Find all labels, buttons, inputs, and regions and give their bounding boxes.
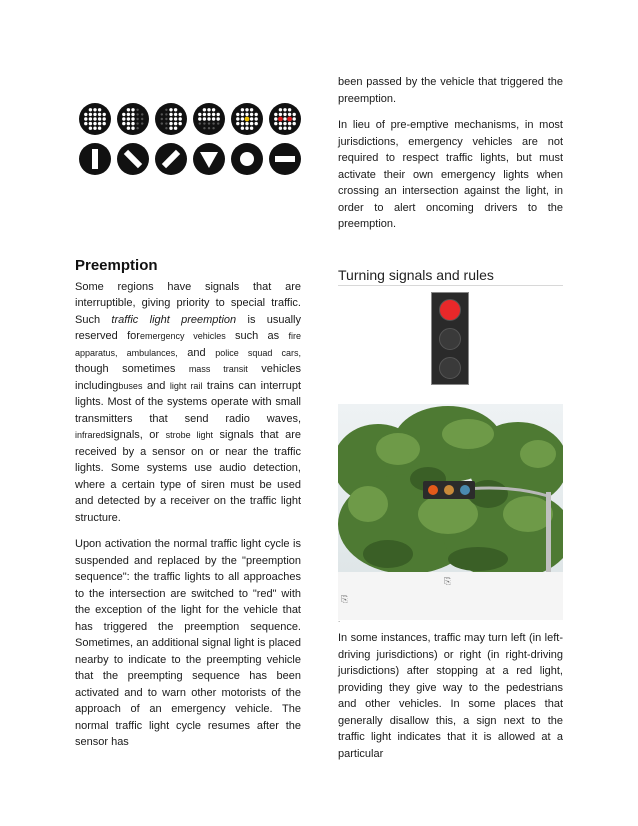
preemption-signal-icons <box>78 102 308 182</box>
image-caption-area <box>338 572 563 620</box>
preemption-continued: been passed by the vehicle that triggered the preemption. <box>338 76 563 105</box>
amber-lamp <box>439 328 461 350</box>
signal-dots-dots-red <box>269 103 301 135</box>
turning-rules-paragraph: In some instances, traffic may turn left (in left-driving jurisdictions) or right (in right-driving jurisdictions) after stopping at a red light, providing they give way to the pedestrians and other vehicles. In some places that generally disallow this, a sign next to the traffic light indicates that it is allowed at a particular <box>338 632 563 760</box>
caption-dot: . <box>338 615 341 624</box>
red-lamp <box>439 299 461 321</box>
signal-shape-vertical-bar <box>79 143 111 175</box>
signal-shape-circle <box>231 143 263 175</box>
preemption-heading: Preemption <box>75 257 158 274</box>
signal-shape-diagonal-right <box>155 143 187 175</box>
expand-icon[interactable]: ⎘ <box>341 594 349 604</box>
expand-icon[interactable]: ⎘ <box>444 576 452 586</box>
left-column <box>75 258 301 761</box>
signal-dots-dots-left <box>117 103 149 135</box>
signal-dots-dots-top <box>193 103 225 135</box>
preemption-paragraph-2: Upon activation the normal traffic light cycle is suspended and replaced by the "preemption sequence": the traffic lights to all approaches to the intersection are switched to "red" with the exception of the light for the vehicle that has triggered the preemption sequence. Sometimes, an additional signal light is placed nearby to indicate to the preempting vehicle that the preempting sequence has been activated and to warn other motorists of the approach of an emergency vehicle. The normal traffic light cycle resumes after the sensor has <box>75 538 301 748</box>
preemption-paragraph-1: Some regions have signals that are interruptible, giving priority to special traffic. Such traffic light preemption is usually reserved foremergency vehicles such as fire apparatus, ambulances, and police squad cars, though sometimes mass transit vehicles includingbuses and light rail trains can interrupt lights. Most of the systems operate with small transmitters that send radio waves, infraredsignals, or strobe light signals that are received by a sensor on or near the traffic lights. Some systems use audio detection, where a certain type of siren must be used and detected by a receiver on the traffic light structure. <box>75 280 302 524</box>
signal-dots-dots-yellow <box>231 103 263 135</box>
green-lamp <box>439 357 461 379</box>
signal-shape-triangle <box>193 143 225 175</box>
signal-shape-diagonal-left <box>117 143 149 175</box>
pre-emptive-alternatives-paragraph: In lieu of pre-emptive mechanisms, in most jurisdictions, emergency vehicles are not required to respect traffic lights, but must activate their own emergency lights when crossing an intersection against the light, in order to alert oncoming drivers to the preemption. <box>338 119 563 230</box>
right-column-top <box>338 74 563 243</box>
signal-dots-dots-all <box>79 103 111 135</box>
traffic-light-photo <box>338 404 563 572</box>
turning-signals-heading-wrap <box>338 267 563 286</box>
traffic-light-image <box>431 292 469 385</box>
turning-signals-heading: Turning signals and rules <box>338 267 494 283</box>
signal-shape-horizontal-bar <box>269 143 301 175</box>
signal-dots-dots-right <box>155 103 187 135</box>
right-column-bottom <box>338 630 563 772</box>
